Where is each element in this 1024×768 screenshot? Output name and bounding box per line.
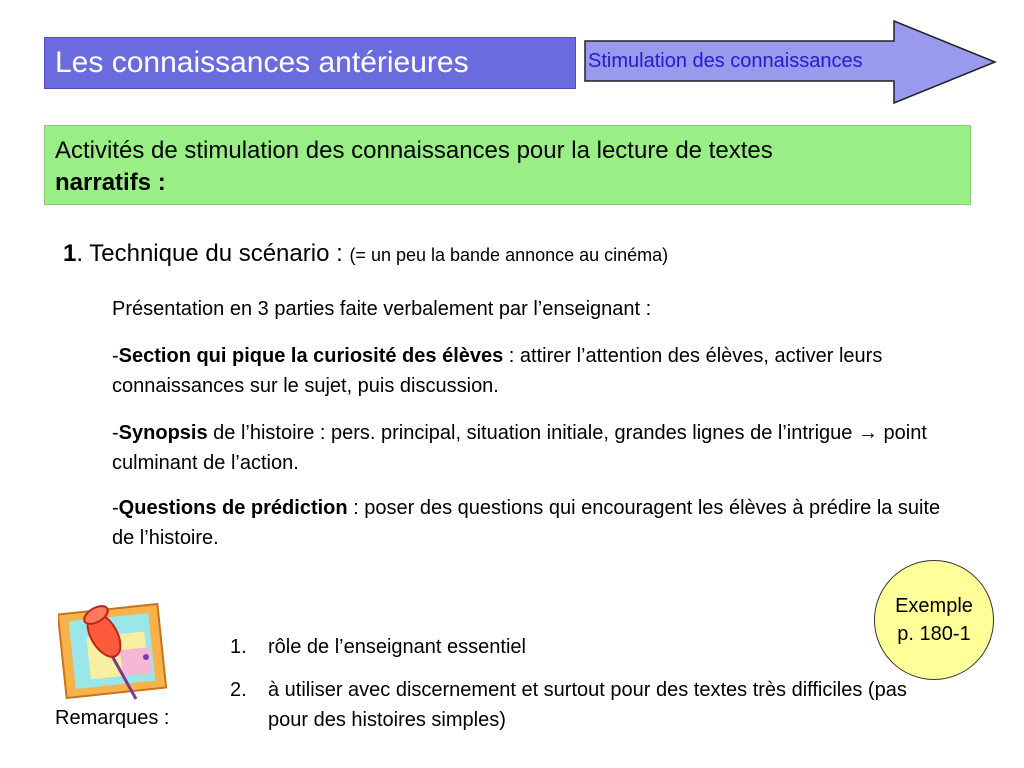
section-text: : attirer l’attention des élèves, activer leurs connaissances sur le sujet, puis discussion.: [112, 345, 883, 397]
section-text: : poser des questions qui encouragent les élèves à prédire la suite de l’histoire.: [112, 497, 941, 549]
list-text: à utiliser avec discernement et surtout pour des textes très difficiles (pas pour des histoires simples): [268, 679, 907, 731]
remarques-list: [230, 632, 950, 748]
technique-number: 1: [63, 240, 77, 267]
pushpin-note-icon: [58, 595, 168, 705]
section-questions: -Questions de prédiction : poser des questions qui encouragent les élèves à prédire la suite de l’histoire.: [112, 497, 941, 549]
technique-label: . Technique du scénario :: [76, 240, 350, 267]
section-synopsis: -Synopsis de l’histoire : pers. principal, situation initiale, grandes lignes de l’intrigue → point culminant de l’action.: [112, 422, 927, 474]
arrow-label: Stimulation des connaissances: [588, 50, 863, 72]
technique-note: (= un peu la bande annonce au cinéma): [349, 245, 669, 265]
section-bold: Section qui pique la curiosité des élèves: [118, 345, 504, 367]
intro-text: Présentation en 3 parties faite verbalement par l’enseignant :: [112, 298, 652, 320]
section-bold: Questions de prédiction: [118, 497, 348, 519]
list-text: rôle de l’enseignant essentiel: [268, 636, 526, 658]
heading-box: [44, 125, 971, 205]
list-number: 1.: [230, 636, 247, 658]
heading-bold: narratifs :: [55, 169, 166, 196]
section-text: de l’histoire : pers. principal, situation initiale, grandes lignes de l’intrigue: [207, 422, 858, 444]
right-arrow-icon: →: [857, 422, 878, 444]
list-number: 2.: [230, 679, 247, 701]
exemple-line2: p. 180-1: [897, 623, 971, 645]
exemple-line1: Exemple: [895, 595, 973, 617]
remarques-label: Remarques :: [55, 707, 170, 729]
technique-heading: [63, 240, 668, 268]
list-item: [230, 675, 950, 735]
slide-title: Les connaissances antérieures: [44, 37, 576, 89]
heading-text: Activités de stimulation des connaissances pour la lecture de textes: [55, 137, 773, 164]
section-text-end: point culminant de l’action.: [112, 422, 927, 474]
section-bold: Synopsis: [118, 422, 208, 444]
section-curiosite: -Section qui pique la curiosité des élèves : attirer l’attention des élèves, activer leurs connaissances sur le sujet, puis discussion.: [112, 345, 883, 397]
list-item: [230, 632, 950, 662]
